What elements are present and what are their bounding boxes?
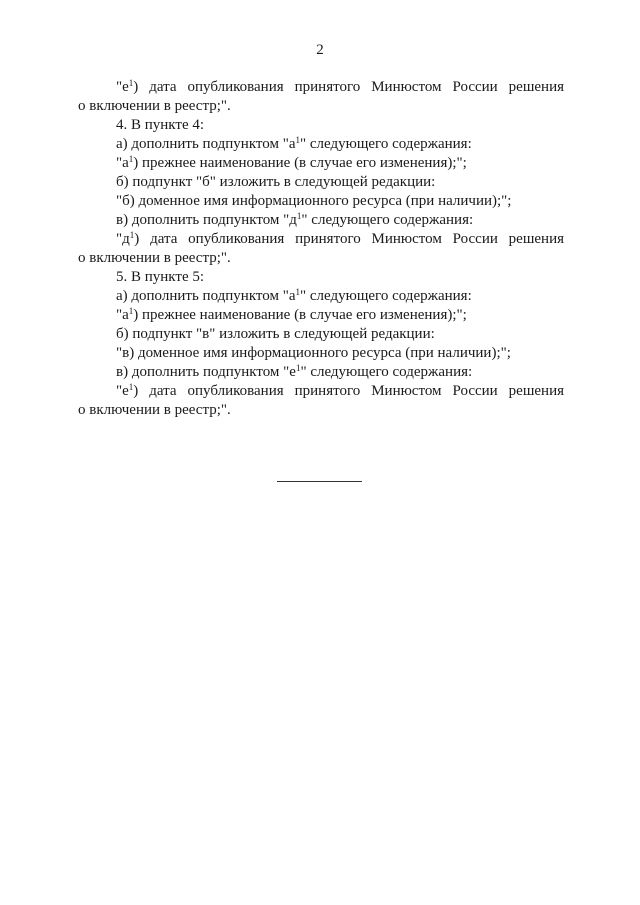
paragraph-add-a1-item5: а) дополнить подпунктом "$а^1$" следующего содержания:: [116, 287, 472, 304]
paragraph-add-e1: в) дополнить подпунктом "$е^1$" следующего содержания:: [116, 363, 473, 380]
paragraph-e1-date-continuation: о включении в реестр;".: [78, 98, 231, 114]
paragraph-b-restate: б) подпункт "б" изложить в следующей редакции:: [116, 174, 436, 190]
paragraph-item-5-heading: 5. В пункте 5:: [116, 269, 205, 285]
page-number: 2: [316, 42, 324, 58]
paragraph-e1-date: "$е^1$) дата опубликования принятого Минюстом России решения: [116, 78, 564, 95]
paragraph-add-d1: в) дополнить подпунктом "$д^1$" следующего содержания:: [116, 211, 474, 228]
paragraph-v-domain-name: "в) доменное имя информационного ресурса (при наличии);";: [116, 345, 511, 361]
paragraph-d1-date: "$д^1$) дата опубликования принятого Минюстом России решения: [116, 230, 564, 247]
paragraph-e1-date-item5: "$е^1$) дата опубликования принятого Минюстом России решения: [116, 382, 564, 399]
paragraph-item-4-heading: 4. В пункте 4:: [116, 117, 205, 133]
paragraph-e1-date-item5-continuation: о включении в реестр;".: [78, 402, 231, 418]
end-of-document-rule: [277, 481, 362, 482]
document-body: [78, 78, 564, 420]
paragraph-a1-previous-name-item5: "$а^1$) прежнее наименование (в случае его изменения);";: [116, 306, 467, 323]
paragraph-add-a1: а) дополнить подпунктом "$а^1$" следующего содержания:: [116, 135, 472, 152]
paragraph-v-restate: б) подпункт "в" изложить в следующей редакции:: [116, 326, 435, 342]
paragraph-d1-date-continuation: о включении в реестр;".: [78, 250, 231, 266]
paragraph-b-domain-name: "б) доменное имя информационного ресурса (при наличии);";: [116, 193, 512, 209]
paragraph-a1-previous-name: "$а^1$) прежнее наименование (в случае его изменения);";: [116, 154, 467, 171]
